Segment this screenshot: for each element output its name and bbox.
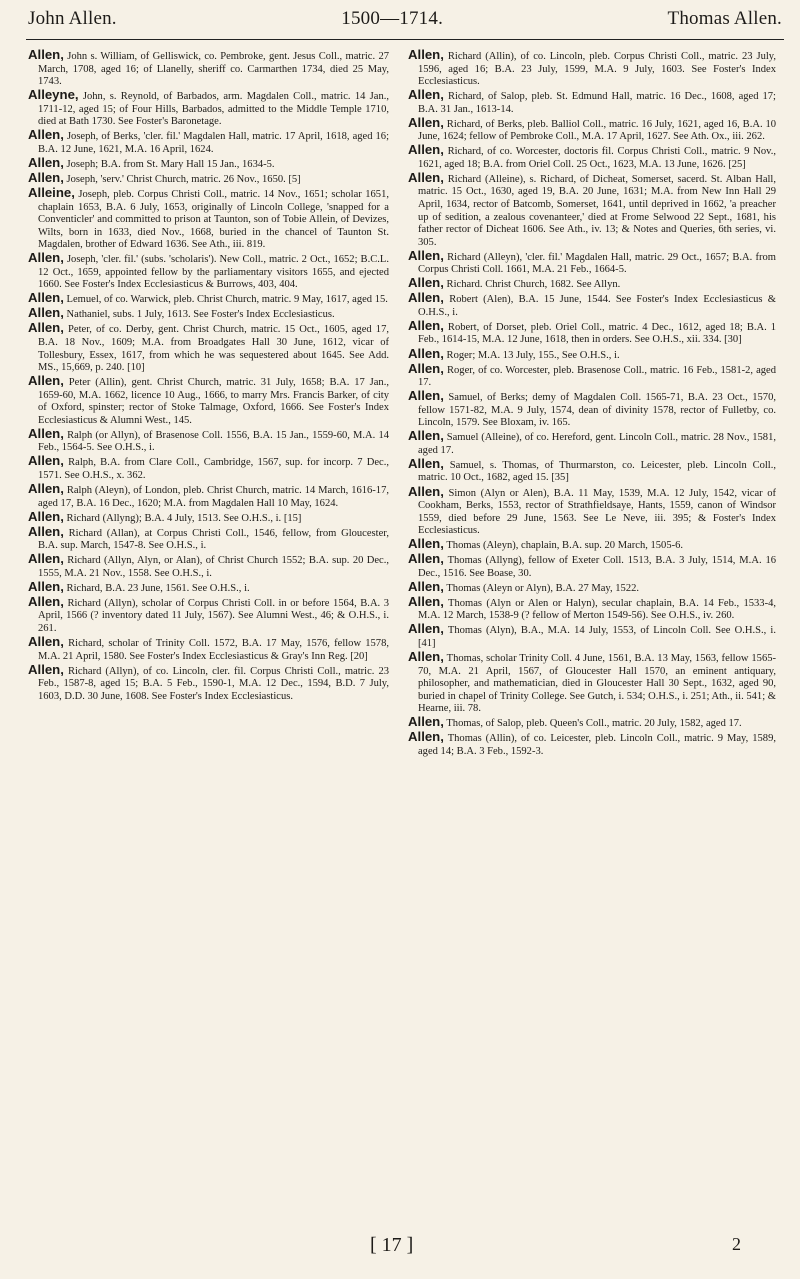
entry-surname: Allen, bbox=[408, 345, 444, 361]
register-entry bbox=[28, 154, 389, 172]
register-entry bbox=[28, 169, 389, 187]
entry-text: Richard (Allyn, Alyn, or Alan), of Christ Church 1552; B.A. sup. 20 Dec., 1555, M.A. 21 Nov., 1558. See O.H.S., i. bbox=[38, 555, 389, 579]
register-entry bbox=[28, 523, 389, 553]
register-entry bbox=[408, 716, 776, 731]
entry-text: Richard (Allin), of co. Lincoln, pleb. Corpus Christi Coll., matric. 23 July, 1596, aged 16; B.A. 23 July, 1599, M.A. 9 July, 1603. See Foster's Index Ecclesiasticus. bbox=[418, 51, 776, 88]
register-entry bbox=[28, 553, 389, 580]
entry-text: Joseph, of Berks, 'cler. fil.' Magdalen Hall, matric. 17 April, 1618, aged 16; B.A. 12 June, 1621, M.A. 16 April, 1624. bbox=[38, 131, 389, 155]
register-entry bbox=[408, 430, 776, 457]
entry-surname: Allen, bbox=[28, 481, 64, 496]
register-entry bbox=[28, 292, 389, 307]
register-entry bbox=[28, 636, 389, 663]
entry-text: Simon (Alyn or Alen), B.A. 11 May, 1539, M.A. 12 July, 1542, vicar of Cookham, Berks, 1553, rector of Strathfieldsaye, Hants, 1559, canon of Windsor 1559, died before 29 June, 1563. See Le Neve, iii. 395; & Foster's Index Ecclesiasticus. bbox=[418, 487, 776, 537]
entry-text: Roger; M.A. 13 July, 155., See O.H.S., i. bbox=[446, 349, 620, 361]
entry-text: Lemuel, of co. Warwick, pleb. Christ Church, matric. 9 May, 1617, aged 15. bbox=[66, 294, 388, 306]
register-entry bbox=[408, 538, 776, 553]
register-entry bbox=[408, 731, 776, 758]
entry-surname: Allen, bbox=[408, 247, 444, 263]
entry-text: Joseph, pleb. Corpus Christi Coll., matric. 14 Nov., 1651; scholar 1651, chaplain 1653, B.A. 6 July, 1653, originally of Lincoln College, 'snapped for a Conventicler' and committed to prison at Taunton, son of Tobie Allein, of Devizes, Wilts, born in 1633, died Nov., 1668, buried in the chancel of Taunton St. Magdalen, brother of Edward 1636. See Ath., iii. 819. bbox=[38, 188, 389, 251]
entry-surname: Allen, bbox=[408, 49, 444, 62]
signature-mark: 2 bbox=[732, 1234, 741, 1254]
entry-surname: Allen, bbox=[28, 425, 64, 441]
entry-surname: Allen, bbox=[28, 508, 64, 524]
left-column bbox=[28, 49, 389, 1217]
entry-text: Richard, of Salop, pleb. St. Edmund Hall, matric. 16 Dec., 1608, aged 17; B.A. 31 Jan., 1613-14. bbox=[418, 91, 776, 115]
entry-text: Joseph; B.A. from St. Mary Hall 15 Jan., 1634-5. bbox=[66, 158, 275, 170]
register-entry bbox=[28, 425, 389, 455]
entry-surname: Allen, bbox=[28, 661, 64, 677]
entry-surname: Allen, bbox=[408, 536, 444, 552]
entry-text: Thomas (Alyn), B.A., M.A. 14 July, 1553, of Lincoln Coll. See O.H.S., i. [41] bbox=[418, 625, 776, 650]
entry-text: Peter (Allin), gent. Christ Church, matric. 31 July, 1658; B.A. 17 Jan., 1659-60, M.A. 1662, licence 10 Aug., 1666, to marry Mrs. Francis Barker, of city of Oxford, spinster; rector of Stoke Talmage, Oxford, 1666. See Foster's Index Ecclesiasticus & Alumni West., 145. bbox=[38, 377, 389, 426]
entry-surname: Allen, bbox=[408, 551, 444, 567]
entry-text: Peter, of co. Derby, gent. Christ Church, matric. 15 Oct., 1605, aged 17, B.A. 18 Nov., 1609; M.A. from Broadgates Hall 30 June, 1612, vicar of Tollesbury, Essex, 1617, from which he was sequestered about 1645. See Add. MS., 15,669, p. 240. [10] bbox=[38, 324, 389, 374]
entry-surname: Allen, bbox=[28, 154, 64, 170]
entry-text: Ralph (Aleyn), of London, pleb. Christ Church, matric. 14 March, 1616-17, aged 17, B.A. 16 Dec., 1620; M.A. from Magdalen Hall 10 May, 1624. bbox=[38, 485, 389, 509]
entry-surname: Allen, bbox=[408, 87, 444, 103]
entry-text: Ralph, B.A. from Clare Coll., Cambridge, 1567, sup. for incorp. 7 Dec., 1571. See O.H.S., x. 362. bbox=[38, 457, 389, 481]
entry-surname: Allen, bbox=[28, 305, 64, 321]
register-entry bbox=[408, 317, 776, 347]
entry-text: Joseph, 'cler. fil.' (subs. 'scholaris'). New Coll., matric. 2 Oct., 1652; B.C.L. 12 Oct., 1659, appointed fellow by the parliamentary visitors 1655, and ejected 1660. See Foster's Index Ecclesiasticus & Burrows, 403, 404. bbox=[38, 254, 389, 291]
register-entry bbox=[28, 49, 389, 89]
entry-surname: Allen, bbox=[28, 578, 64, 594]
register-entry bbox=[28, 508, 389, 526]
register-entry bbox=[28, 483, 389, 510]
entry-surname: Allen, bbox=[28, 290, 64, 306]
page-footer bbox=[0, 1234, 800, 1262]
entry-text: Richard (Allyng); B.A. 4 July, 1513. See O.H.S., i. [15] bbox=[66, 512, 302, 524]
entry-surname: Allen, bbox=[408, 729, 444, 745]
entry-text: Joseph, 'serv.' Christ Church, matric. 26 Nov., 1650. [5] bbox=[66, 173, 301, 185]
register-entry bbox=[408, 277, 776, 292]
entry-text: Richard. Christ Church, 1682. See Allyn. bbox=[446, 279, 621, 291]
entry-text: Robert (Alen), B.A. 15 June, 1544. See Foster's Index Ecclesiasticus & O.H.S., i. bbox=[418, 294, 776, 318]
register-entry bbox=[408, 247, 776, 277]
register-entry bbox=[28, 129, 389, 156]
right-column bbox=[408, 49, 776, 1217]
entry-surname: Allen, bbox=[28, 551, 64, 567]
entry-surname: Allen, bbox=[28, 127, 64, 143]
register-entry bbox=[28, 184, 389, 252]
entry-text: Richard (Allyn), scholar of Corpus Christi Coll. in or before 1564, B.A. 3 April, 1566 (? inventory dated 11 July, 1567). See Alumni West., 46; & O.H.S., i. 261. bbox=[38, 597, 389, 634]
entry-surname: Allen, bbox=[28, 634, 64, 650]
register-entry bbox=[28, 375, 389, 427]
entry-text: Robert, of Dorset, pleb. Oriel Coll., matric. 4 Dec., 1612, aged 18; B.A. 1 Feb., 1614-15, M.A. 12 June, 1618, then in orders. See O.H.S., xii. 334. [30] bbox=[418, 321, 776, 346]
entry-surname: Allen, bbox=[408, 388, 444, 404]
register-entry bbox=[408, 169, 776, 249]
entry-surname: Allen, bbox=[28, 169, 64, 185]
register-entry bbox=[408, 578, 776, 596]
entry-surname: Allen, bbox=[408, 169, 444, 185]
register-entry bbox=[408, 89, 776, 116]
header-left: John Allen. bbox=[28, 8, 117, 29]
register-entry bbox=[408, 292, 776, 319]
entry-surname: Allen, bbox=[28, 453, 64, 469]
entry-surname: Allen, bbox=[408, 142, 444, 158]
register-entry bbox=[408, 651, 776, 716]
entry-text: Roger, of co. Worcester, pleb. Brasenose Coll., matric. 16 Feb., 1581-2, aged 17. bbox=[418, 364, 776, 389]
entry-text: Samuel, s. Thomas, of Thurmarston, co. Leicester, pleb. Lincoln Coll., matric. 10 Oct., 1682, aged 15. [35] bbox=[418, 459, 776, 484]
register-entry bbox=[408, 623, 776, 650]
entry-text: Thomas (Aleyn or Alyn), B.A. 27 May, 1522. bbox=[446, 582, 640, 594]
register-entry bbox=[408, 49, 776, 89]
entry-text: John s. William, of Gelliswick, co. Pembroke, gent. Jesus Coll., matric. 27 March, 1708, aged 16; of Llanelly, sheriff co. Carmarthen 1734, died 25 May, 1743. bbox=[38, 51, 389, 88]
register-entry bbox=[28, 455, 389, 482]
entry-surname: Allen, bbox=[28, 373, 64, 389]
entry-surname: Allen, bbox=[408, 317, 444, 333]
register-entry bbox=[28, 89, 389, 129]
entry-text: Thomas (Allin), of co. Leicester, pleb. Lincoln Coll., matric. 9 May, 1589, aged 14; B.A. 3 Feb., 1592-3. bbox=[418, 733, 776, 757]
register-entry bbox=[408, 114, 776, 144]
entry-text: Thomas (Alyn or Alen or Halyn), secular chaplain, B.A. 14 Feb., 1533-4, M.A. 12 March, 1538-9 (? fellow of Merton 1549-56). See O.H.S., iv. 260. bbox=[418, 597, 776, 622]
register-entry bbox=[408, 593, 776, 623]
entry-text: Samuel (Alleine), of co. Hereford, gent. Lincoln Coll., matric. 28 Nov., 1581, aged 17. bbox=[418, 432, 776, 456]
entry-text: Richard (Alleine), s. Richard, of Dicheat, Somerset, sacerd. St. Alban Hall, matric. 15 Oct., 1630, aged 19, B.A. 20 June, 1631; M.A. from New Inn Hall 29 April, 1634, rector of Batcomb, Somerset, 1641, until deprived in 1662, 'a preacher up of sedition, a zealous covenanteer,' died at Frome Selwood 22 Sept., 1681, his father rector of Dicheat 1606. See Ath., iv. 13; & Notes and Queries, 6th series, vi. 305. bbox=[418, 173, 776, 248]
entry-text: Richard, of co. Worcester, doctoris fil. Corpus Christi Coll., matric. 9 Nov., 1621, aged 18; B.A. from Oriel Coll. 25 Oct., 1623, M.A. 13 June, 1626. [25] bbox=[418, 146, 776, 170]
page-number: [ 17 ] bbox=[370, 1234, 414, 1256]
entry-surname: Allen, bbox=[408, 360, 444, 376]
entry-surname: Allen, bbox=[408, 483, 444, 499]
entry-text: Thomas, of Salop, pleb. Queen's Coll., matric. 20 July, 1582, aged 17. bbox=[446, 718, 742, 730]
entry-text: Richard (Allyn), of co. Lincoln, cler. fil. Corpus Christi Coll., matric. 23 Feb., 1587-8, aged 15; B.A. 5 Feb., 1590-1, M.A. 12 Dec., 1594, B.D. 7 July, 1603, D.D. 30 June, 1608. See Foster's Index Ecclesiasticus. bbox=[38, 665, 389, 702]
register-entry bbox=[408, 360, 776, 390]
entry-surname: Allen, bbox=[408, 455, 444, 471]
entry-text: Richard (Alleyn), 'cler. fil.' Magdalen Hall, matric. 29 Oct., 1657; B.A. from Corpus Christi Coll. 1661, M.A. 21 Feb., 1664-5. bbox=[418, 251, 776, 276]
register-entry bbox=[408, 553, 776, 580]
entry-text: Thomas (Allyng), fellow of Exeter Coll. 1513, B.A. 3 July, 1514, M.A. 16 Dec., 1516. See Boase, 30. bbox=[418, 555, 776, 579]
entry-text: Thomas (Aleyn), chaplain, B.A. sup. 20 March, 1505-6. bbox=[446, 540, 684, 552]
register-entry bbox=[28, 578, 389, 596]
entry-text: Richard, scholar of Trinity Coll. 1572, B.A. 17 May, 1576, fellow 1578, M.A. 21 April, 1580. See Foster's Index Ecclesiasticus & Gray's Inn Reg. [20] bbox=[38, 638, 389, 662]
entry-surname: Alleyne, bbox=[28, 87, 79, 103]
entry-text: Samuel, of Berks; demy of Magdalen Coll. 1565-71, B.A. 23 Oct., 1570, fellow 1571-82, M.A. 9 July, 1574, dean of divinity 1578, rector of Fulletby, co. Lincoln, 1579. See Bloxam, iv. 165. bbox=[418, 392, 776, 429]
entry-surname: Allen, bbox=[28, 49, 64, 62]
register-entry bbox=[408, 483, 776, 538]
running-header bbox=[28, 8, 782, 34]
entry-surname: Allen, bbox=[408, 649, 444, 665]
entry-text: Thomas, scholar Trinity Coll. 4 June, 1561, B.A. 13 May, 1563, fellow 1565-70, M.A. 21 April, 1567, of Gloucester Hall 1570, an eminent antiquary, philosopher, and mathematician, died in Gloucester Hall 30 Sept., 1632, aged 90, buried in chapel of Trinity College. See Gutch, i. 534; O.H.S., i. 251; Ath., ii. 541; & Hearne, iii. 78. bbox=[418, 653, 776, 715]
entry-surname: Alleine, bbox=[28, 184, 75, 200]
entry-surname: Allen, bbox=[408, 114, 444, 130]
header-right: Thomas Allen. bbox=[667, 8, 782, 29]
register-entry bbox=[408, 345, 776, 363]
entry-surname: Allen, bbox=[28, 320, 64, 336]
entry-surname: Allen, bbox=[28, 250, 64, 266]
header-center: 1500—1714. bbox=[341, 8, 444, 29]
entry-text: Richard (Allan), at Corpus Christi Coll., 1546, fellow, from Gloucester, B.A. sup. March, 1547-8. See O.H.S., i. bbox=[38, 527, 389, 552]
entry-surname: Allen, bbox=[28, 593, 64, 609]
entry-surname: Allen, bbox=[408, 714, 444, 730]
entry-surname: Allen, bbox=[408, 593, 444, 609]
entry-text: Richard, B.A. 23 June, 1561. See O.H.S., i. bbox=[66, 582, 250, 594]
register-entry bbox=[408, 455, 776, 485]
register-entry bbox=[408, 144, 776, 171]
register-entry bbox=[408, 390, 776, 430]
entry-surname: Allen, bbox=[408, 621, 444, 637]
register-entry bbox=[28, 593, 389, 636]
register-entry bbox=[28, 252, 389, 292]
register-entry bbox=[28, 307, 389, 322]
entry-surname: Allen, bbox=[408, 290, 444, 306]
entry-text: Richard, of Berks, pleb. Balliol Coll., matric. 16 July, 1621, aged 16, B.A. 10 June, 1624; fellow of Pembroke Coll., M.A. 17 April, 1627. See Ath. Ox., iii. 262. bbox=[418, 118, 776, 143]
header-rule bbox=[26, 39, 784, 40]
entry-text: Nathaniel, subs. 1 July, 1613. See Foster's Index Ecclesiasticus. bbox=[66, 309, 335, 321]
entry-text: Ralph (or Allyn), of Brasenose Coll. 1556, B.A. 15 Jan., 1559-60, M.A. 14 Feb., 1564-5. See O.H.S., i. bbox=[38, 429, 389, 454]
entry-surname: Allen, bbox=[408, 578, 444, 594]
entry-text: John, s. Reynold, of Barbados, arm. Magdalen Coll., matric. 14 Jan., 1711-12, aged 15; of Four Hills, Barbados, admitted to the Middle Temple 1710, died at Bath 1730. See Foster's Baronetage. bbox=[38, 91, 389, 128]
entry-surname: Allen, bbox=[28, 523, 64, 539]
register-entry bbox=[28, 322, 389, 374]
entry-surname: Allen, bbox=[408, 428, 444, 444]
entry-surname: Allen, bbox=[408, 275, 444, 291]
register-entry bbox=[28, 661, 389, 704]
